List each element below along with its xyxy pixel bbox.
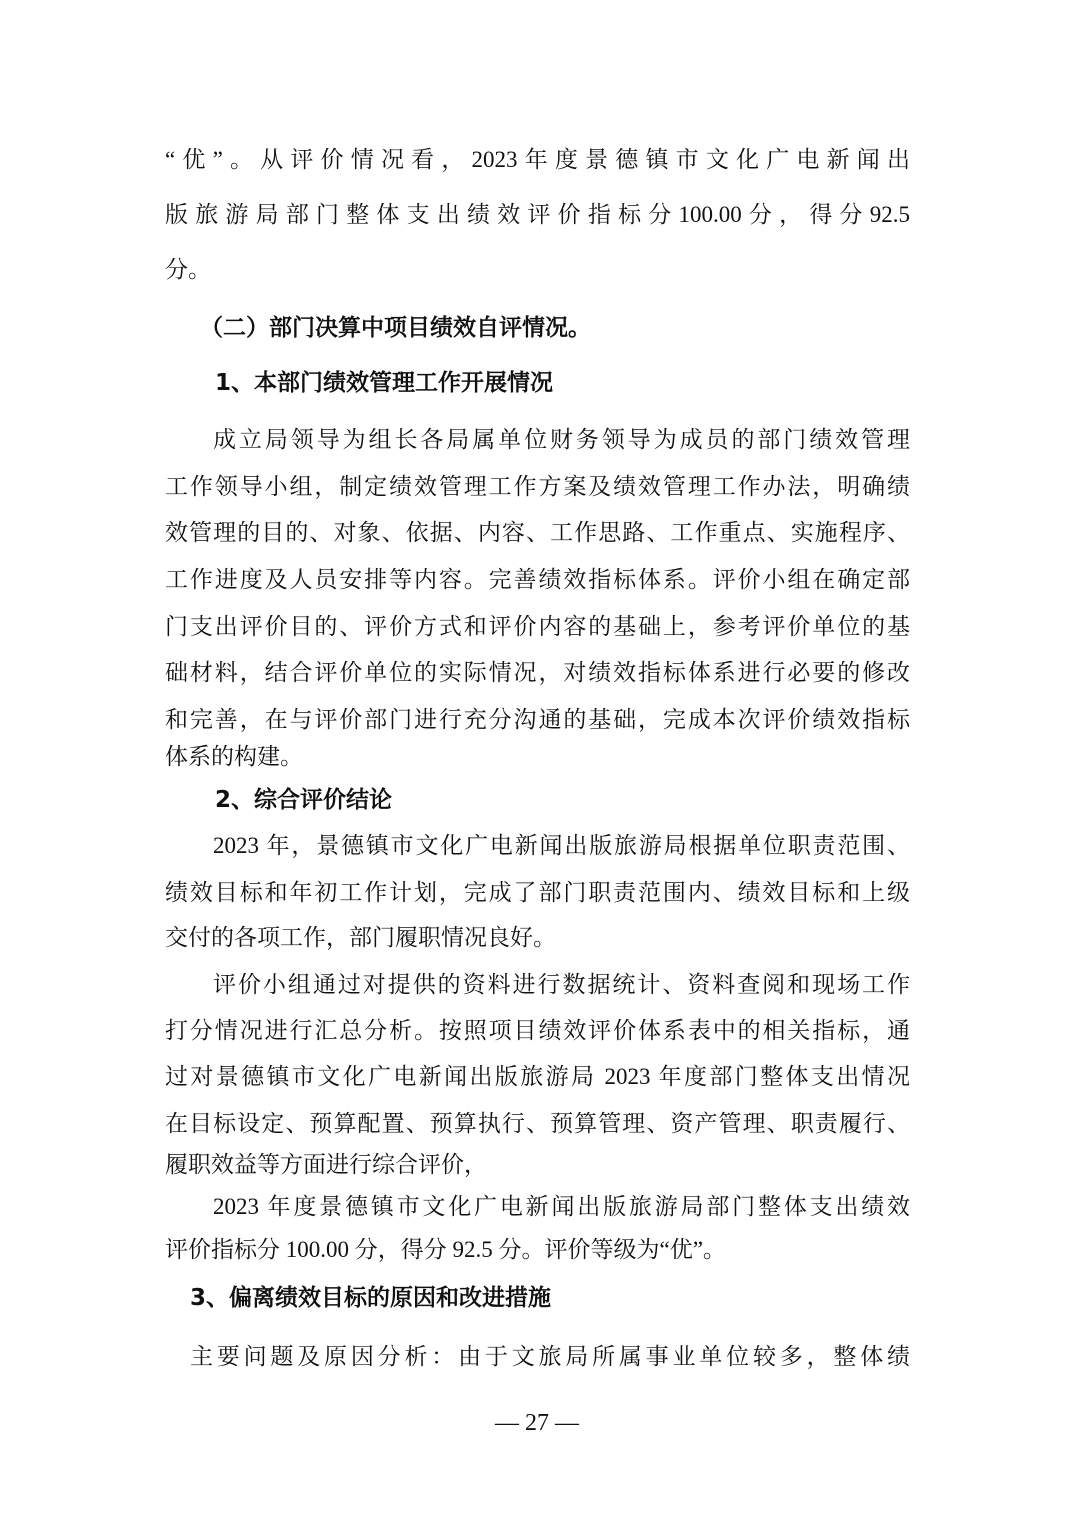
- text-line: 2023 年，景德镇市文化广电新闻出版旅游局根据单位职责范围、: [213, 833, 910, 858]
- text-line: 在目标设定、预算配置、预算执行、预算管理、资产管理、职责履行、: [165, 1111, 910, 1136]
- text-line: “优”。从评价情况看，2023年度景德镇市文化广电新闻出: [165, 147, 910, 172]
- text-line: 效管理的目的、对象、依据、内容、工作思路、工作重点、实施程序、: [165, 520, 910, 545]
- text-line: 评价小组通过对提供的资料进行数据统计、资料查阅和现场工作: [213, 972, 910, 997]
- text-line: 版旅游局部门整体支出绩效评价指标分100.00分，得分92.5: [165, 202, 910, 227]
- text-line: 门支出评价目的、评价方式和评价内容的基础上，参考评价单位的基: [165, 614, 910, 639]
- text-line: 履职效益等方面进行综合评价，: [165, 1152, 487, 1177]
- text-line: 绩效目标和年初工作计划，完成了部门职责范围内、绩效目标和上级: [165, 880, 910, 905]
- text-line: 打分情况进行汇总分析。按照项目绩效评价体系表中的相关指标，通: [165, 1018, 910, 1043]
- text-line: 工作进度及人员安排等内容。完善绩效指标体系。评价小组在确定部: [165, 567, 910, 592]
- text-line: 工作领导小组，制定绩效管理工作方案及绩效管理工作办法，明确绩: [165, 474, 910, 499]
- text-line: 评价指标分 100.00 分，得分 92.5 分。评价等级为“优”。: [165, 1237, 726, 1262]
- text-line: 和完善，在与评价部门进行充分沟通的基础，完成本次评价绩效指标: [165, 707, 910, 732]
- text-line: 体系的构建。: [165, 744, 303, 769]
- text-line: 成立局领导为组长各局属单位财务领导为成员的部门绩效管理: [213, 427, 910, 452]
- subsection-heading: 3、偏离绩效目标的原因和改进措施: [190, 1285, 552, 1311]
- text-line: 过对景德镇市文化广电新闻出版旅游局 2023 年度部门整体支出情况: [165, 1064, 910, 1089]
- text-line: 础材料，结合评价单位的实际情况，对绩效指标体系进行必要的修改: [165, 660, 910, 685]
- text-line: 2023 年度景德镇市文化广电新闻出版旅游局部门整体支出绩效: [213, 1194, 910, 1219]
- subsection-heading: 2、综合评价结论: [215, 787, 393, 813]
- page-number: — 27 —: [495, 1410, 579, 1436]
- text-line: 交付的各项工作，部门履职情况良好。: [165, 925, 556, 950]
- section-heading: （二）部门决算中项目绩效自评情况。: [200, 315, 591, 341]
- text-line: 分。: [165, 257, 211, 282]
- text-line: 主要问题及原因分析：由于文旅局所属事业单位较多，整体绩: [190, 1344, 910, 1369]
- subsection-heading: 1、本部门绩效管理工作开展情况: [215, 370, 554, 396]
